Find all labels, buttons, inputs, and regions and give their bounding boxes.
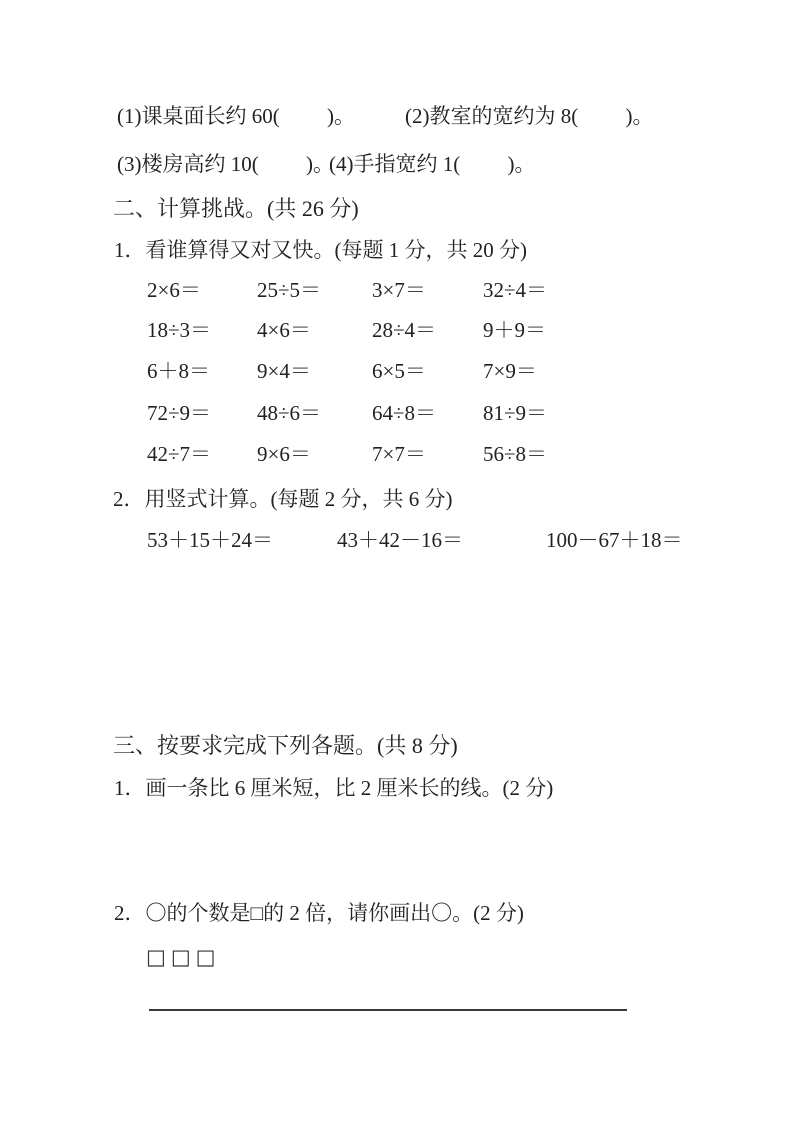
fill-blank-item-1: (1)课桌面长约 60( )。	[117, 104, 355, 128]
calc-problem-r5c2: 9×6＝	[257, 442, 311, 466]
section-3-q2: 2．〇的个数是□的 2 倍，请你画出〇。(2 分)	[114, 901, 524, 925]
section-2-q2-title: 2．用竖式计算。(每题 2 分，共 6 分)	[113, 487, 453, 511]
calc-problem-r3c1: 6＋8＝	[147, 359, 210, 383]
calc-problem-r2c3: 28÷4＝	[372, 318, 437, 342]
calc-problem-r5c4: 56÷8＝	[483, 442, 548, 466]
fill-blank-item-2: (2)教室的宽约为 8( )。	[405, 104, 654, 128]
vertical-calc-problem-1: 53＋15＋24＝	[147, 528, 273, 552]
fill-blank-item-4: (4)手指宽约 1( )。	[329, 152, 536, 176]
answer-line	[149, 1009, 627, 1011]
calc-problem-r1c4: 32÷4＝	[483, 278, 548, 302]
calc-problem-r4c2: 48÷6＝	[257, 401, 322, 425]
calc-problem-r3c3: 6×5＝	[372, 359, 426, 383]
section-2-heading: 二、计算挑战。(共 26 分)	[113, 196, 359, 221]
answer-squares: □□□	[146, 945, 221, 969]
calc-problem-r3c2: 9×4＝	[257, 359, 311, 383]
vertical-calc-problem-2: 43＋42－16＝	[337, 528, 463, 552]
fill-blank-item-3: (3)楼房高约 10( )。	[117, 152, 334, 176]
section-2-q1-title: 1．看谁算得又对又快。(每题 1 分，共 20 分)	[114, 238, 527, 262]
calc-problem-r4c3: 64÷8＝	[372, 401, 437, 425]
calc-problem-r4c1: 72÷9＝	[147, 401, 212, 425]
calc-problem-r1c3: 3×7＝	[372, 278, 426, 302]
calc-problem-r2c4: 9＋9＝	[483, 318, 546, 342]
calc-problem-r5c3: 7×7＝	[372, 442, 426, 466]
calc-problem-r2c2: 4×6＝	[257, 318, 311, 342]
vertical-calc-problem-3: 100－67＋18＝	[546, 528, 683, 552]
calc-problem-r2c1: 18÷3＝	[147, 318, 212, 342]
calc-problem-r1c1: 2×6＝	[147, 278, 201, 302]
calc-problem-r5c1: 42÷7＝	[147, 442, 212, 466]
section-3-heading: 三、按要求完成下列各题。(共 8 分)	[113, 733, 458, 758]
calc-problem-r4c4: 81÷9＝	[483, 401, 548, 425]
calc-problem-r1c2: 25÷5＝	[257, 278, 322, 302]
section-3-q1: 1．画一条比 6 厘米短，比 2 厘米长的线。(2 分)	[114, 776, 554, 800]
calc-problem-r3c4: 7×9＝	[483, 359, 537, 383]
